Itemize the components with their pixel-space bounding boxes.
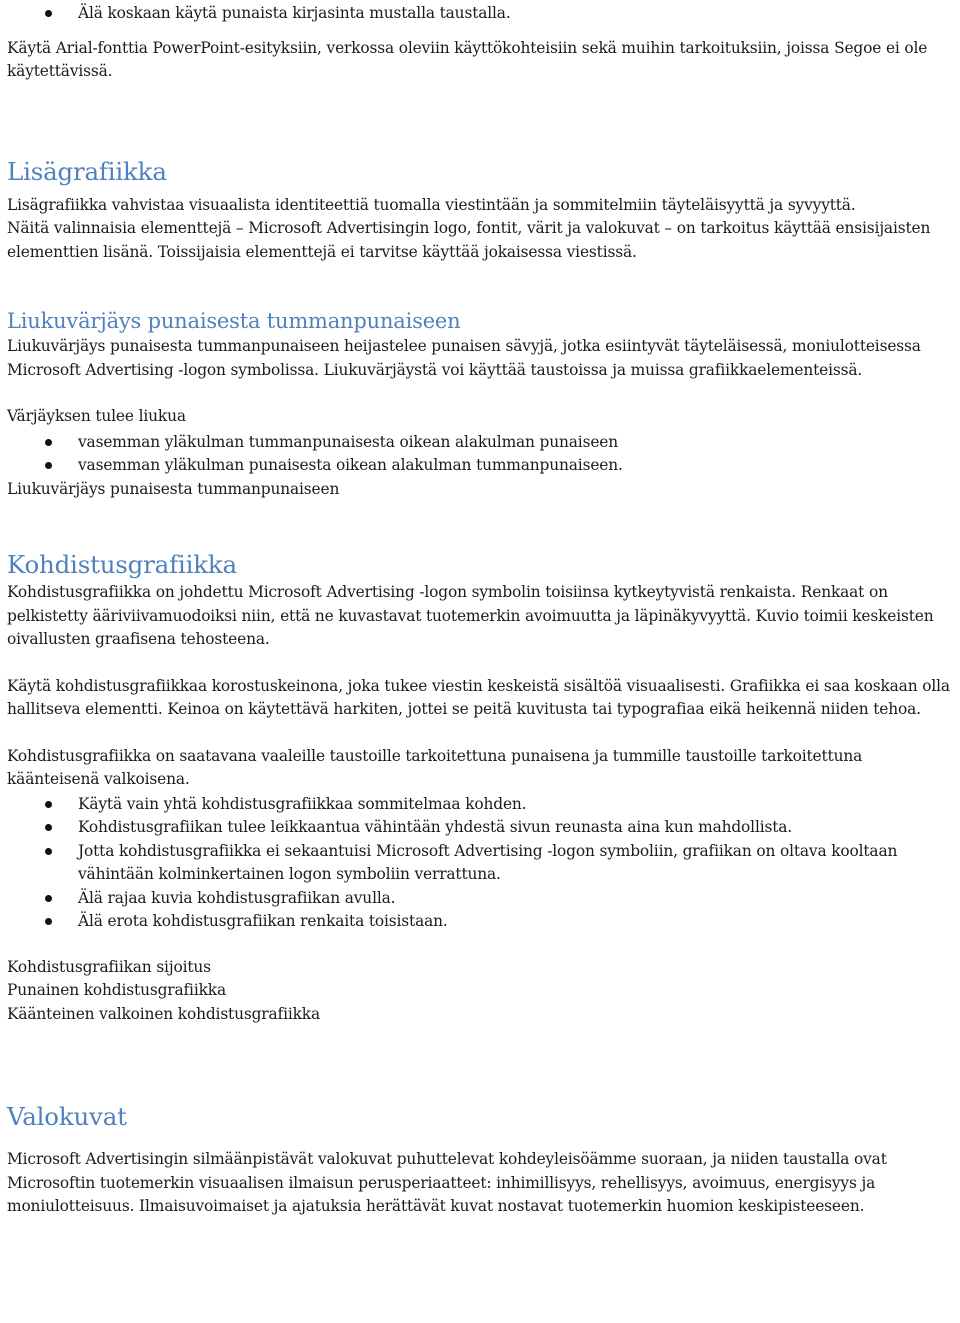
kohdistus-paragraph-1: Kohdistusgrafiikka on johdettu Microsoft Advertising -logon symbolin toisiinsa kytkeytyvistä renkaista. Renkaat on pelkistetty ääriviivamuodoiksi niin, että ne kuvastavat tuotemerkin avoimuutta ja läpinäkyvyyttä. Kuvio toimii keskeisten oivallusten graafisena tehosteena. — [7, 583, 934, 648]
liukuvarjays-paragraph: Liukuvärjäys punaisesta tummanpunaiseen heijastelee punaisen sävyjä, jotka esiintyvät täyteläisessä, moniulotteisessa Microsoft Advertising -logon symbolissa. Liukuvärjäystä voi käyttää taustoissa ja muissa grafiikkaelementeissä. — [7, 337, 921, 379]
heading-valokuvat: Valokuvat — [7, 1102, 127, 1131]
kohdistus-paragraph-3: Kohdistusgrafiikka on saatavana vaaleille taustoille tarkoitettuna punaisena ja tummille taustoille tarkoitettuna käänteisenä valkoisena. — [7, 746, 863, 788]
list-item: Käytä vain yhtä kohdistusgrafiikkaa sommitelmaa kohden. — [7, 793, 957, 817]
kohdistus-paragraph-2: Käytä kohdistusgrafiikkaa korostuskeinona, joka tukee viestin keskeistä sisältöä visuaalisesti. Grafiikka ei saa koskaan olla hallitseva elementti. Keinoa on käytettävä harkiten, jottei se peitä kuvitusta tai typografiaa eikä heikennä niiden tehoa. — [7, 676, 950, 718]
kohdistus-caption-red: Punainen kohdistusgrafiikka — [7, 981, 226, 999]
intro-bullet-list — [7, 2, 957, 26]
list-item: Älä koskaan käytä punaista kirjasinta mustalla taustalla. — [7, 2, 957, 26]
kohdistus-caption-white: Käänteinen valkoinen kohdistusgrafiikka — [7, 1004, 321, 1023]
heading-lisagrafiikka: Lisägrafiikka — [7, 156, 167, 186]
list-item: vasemman yläkulman punaisesta oikean alakulman tummanpunaiseen. — [7, 454, 957, 478]
kohdistus-bullet-list — [7, 793, 957, 934]
document-page — [7, 0, 957, 1219]
liukuvarjays-intro: Värjäyksen tulee liukua — [7, 407, 186, 425]
kohdistus-caption-placement: Kohdistusgrafiikan sijoitus — [7, 957, 211, 976]
list-item: Kohdistusgrafiikan tulee leikkaantua vähintään yhdestä sivun reunasta aina kun mahdollista. — [7, 816, 957, 840]
valokuvat-paragraph: Microsoft Advertisingin silmäänpistävät valokuvat puhuttelevat kohdeyleisöämme suoraan, ja niiden taustalla ovat Microsoftin tuotemerkin visuaalisen ilmaisun perusperiaatteet: inhimillisyys, rehellisyys, avoimuus, energisyys ja moniulotteisuus. Ilmaisuvoimaiset ja ajatuksia herättävät kuvat nostavat tuotemerkin huomion keskipisteeseen. — [7, 1150, 887, 1215]
list-item: Jotta kohdistusgrafiikka ei sekaantuisi Microsoft Advertising -logon symboliin, grafiikan on oltava kooltaan vähintään kolminkertainen logon symboliin verrattuna. — [7, 840, 957, 887]
arial-font-paragraph: Käytä Arial-fonttia PowerPoint-esityksiin, verkossa oleviin käyttökohteisiin sekä muihin tarkoituksiin, joissa Segoe ei ole käytettävissä. — [7, 38, 928, 80]
liukuvarjays-caption: Liukuvärjäys punaisesta tummanpunaiseen — [7, 479, 340, 498]
liukuvarjays-bullet-list — [7, 431, 957, 478]
list-item: Älä rajaa kuvia kohdistusgrafiikan avulla. — [7, 887, 957, 911]
lisagrafiikka-paragraph-2: Näitä valinnaisia elementtejä – Microsoft Advertisingin logo, fontit, värit ja valokuvat – on tarkoitus käyttää ensisijaisten elementtien lisänä. Toissijaisia elementtejä ei tarvitse käyttää jokaisessa viestissä. — [7, 219, 931, 261]
heading-kohdistusgrafiikka: Kohdistusgrafiikka — [7, 550, 237, 579]
heading-liukuvarjays: Liukuvärjäys punaisesta tummanpunaiseen — [7, 309, 461, 333]
list-item: Älä erota kohdistusgrafiikan renkaita toisistaan. — [7, 910, 957, 934]
list-item: vasemman yläkulman tummanpunaisesta oikean alakulman punaiseen — [7, 431, 957, 455]
lisagrafiikka-paragraph-1: Lisägrafiikka vahvistaa visuaalista identiteettiä tuomalla viestintään ja sommitelmiin täyteläisyyttä ja syvyyttä. — [7, 195, 856, 214]
